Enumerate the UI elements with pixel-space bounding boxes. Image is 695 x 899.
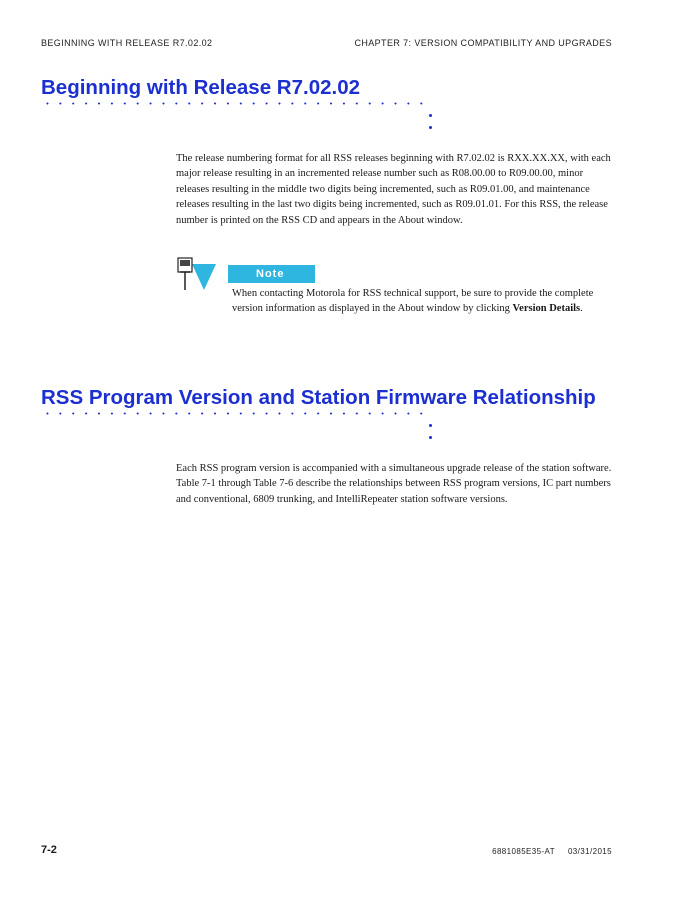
version-details-reference: Version Details [512, 303, 581, 315]
section-title-release-format: Beginning with Release R7.02.02 [41, 76, 360, 99]
note-text-end: . [580, 303, 583, 315]
note-label-badge: Note [228, 265, 315, 283]
heading-dotted-rule [41, 102, 432, 105]
heading-rule-dot [429, 126, 432, 129]
running-header-left: BEGINNING WITH RELEASE R7.02.02 [41, 38, 213, 48]
heading-rule-dot [429, 436, 432, 439]
section-title-version-relationship: RSS Program Version and Station Firmware Relationship [41, 386, 596, 409]
page-number: 7-2 [41, 844, 57, 856]
note-pushpin-icon [172, 256, 218, 292]
running-header-right: CHAPTER 7: VERSION COMPATIBILITY AND UPGRADES [354, 38, 612, 48]
heading-rule-dot [429, 114, 432, 117]
release-format-paragraph: The release numbering format for all RSS releases beginning with R7.02.02 is RXX.XX.XX, with each major release resulting in an incremented release number such as R08.00.00 to R09.00.00, minor releases resulting in the middle two digits being incremented, such as R09.01.00, and maintenance releases resulting in the last two digits being incremented, such as R09.01.01. For this RSS, the release number is printed on the RSS CD and appears in the About window. [176, 153, 611, 226]
note-text-main: When contacting Motorola for RSS technical support, be sure to provide the complete version information as displayed in the About window by clicking [232, 288, 594, 315]
document-id-date: 6881085E35-AT 03/31/2015 [492, 847, 612, 856]
heading-rule-dot [429, 424, 432, 427]
version-relationship-paragraph: Each RSS program version is accompanied with a simultaneous upgrade release of the station software. Table 7-1 through Table 7-6 describe the relationships between RSS program versions, IC part numbers and conventional, 6809 trunking, and IntelliRepeater station software versions. [176, 463, 612, 505]
heading-dotted-rule [41, 412, 432, 415]
note-text [232, 286, 612, 316]
